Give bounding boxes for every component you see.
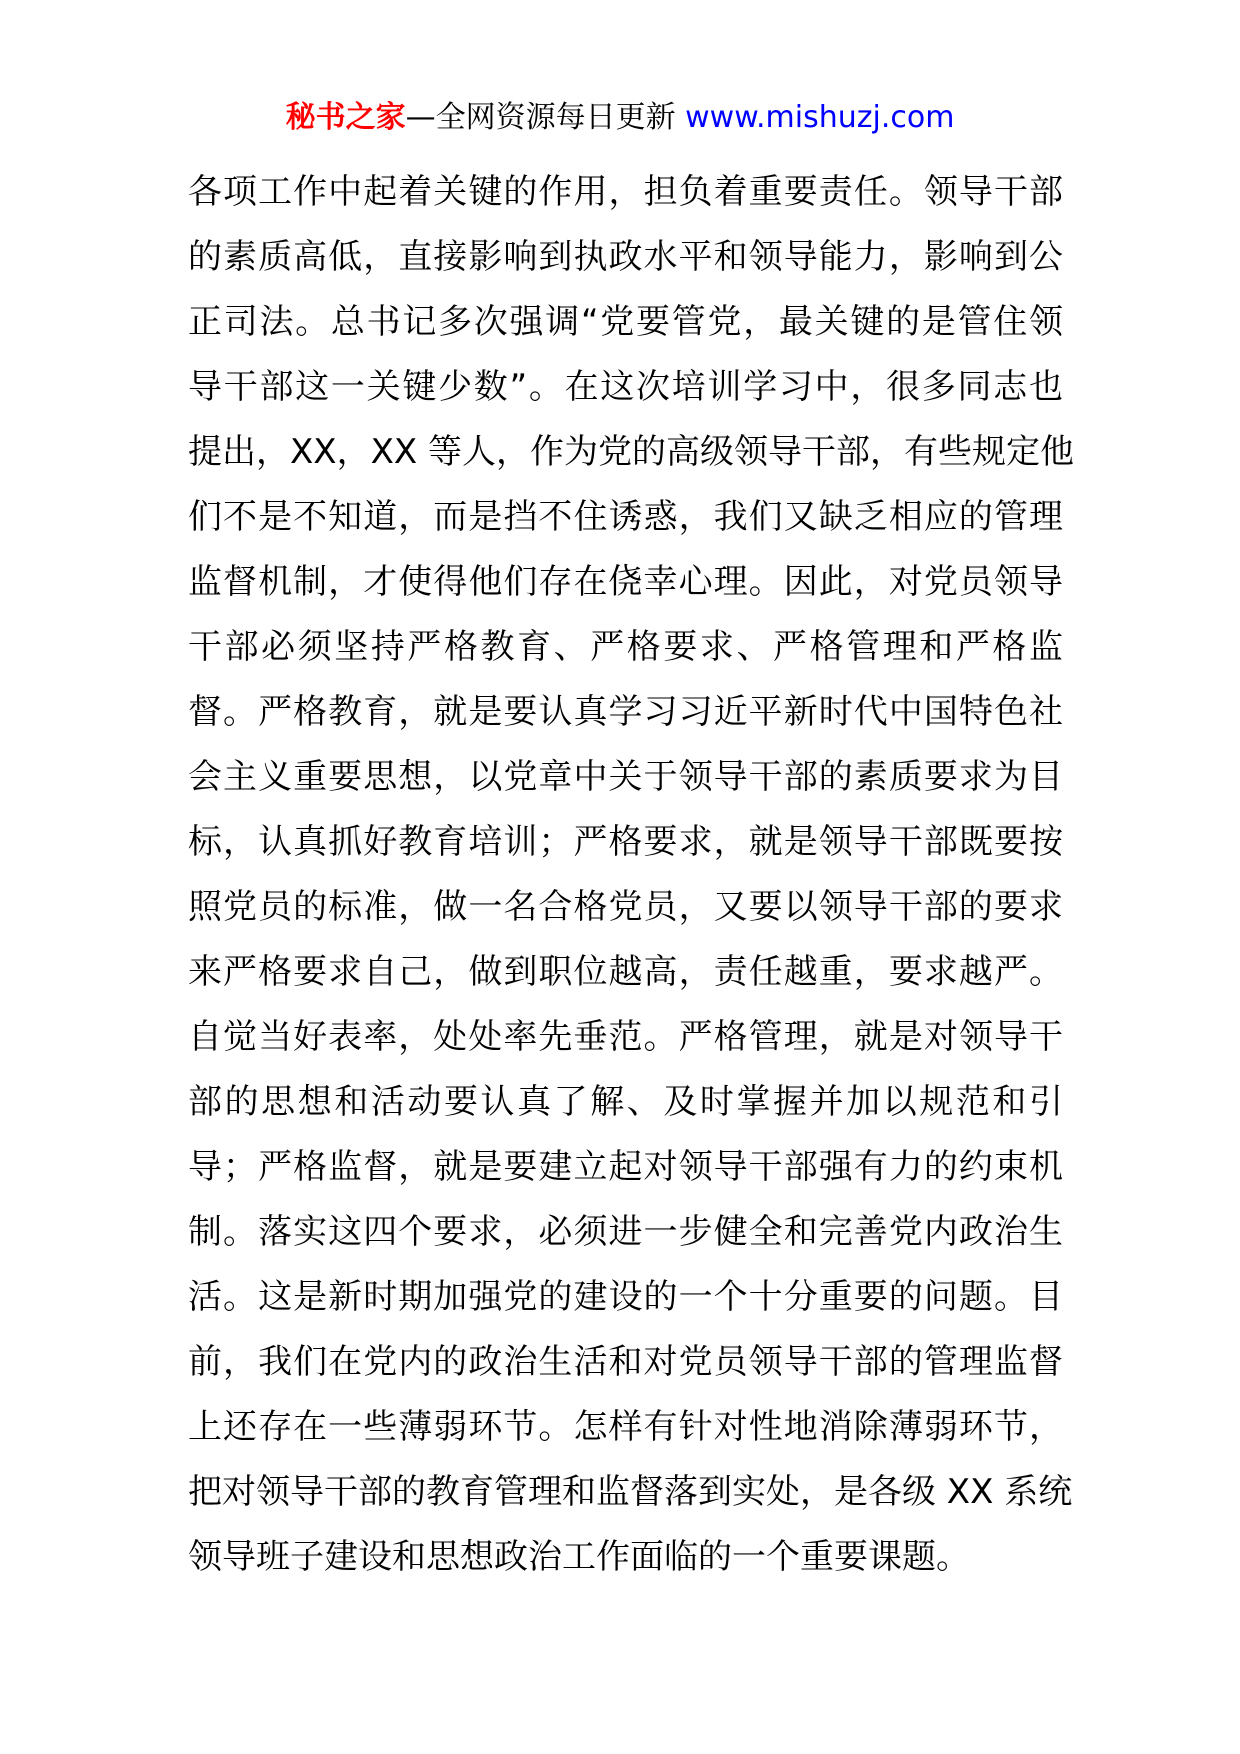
brand-name: 秘书之家 (285, 100, 406, 135)
text-line: 来严格要求自己，做到职位越高，责任越重，要求越严。 (188, 952, 1063, 992)
text-line: 领导班子建设和思想政治工作面临的一个重要课题。 (188, 1537, 970, 1577)
text-line: 的素质高低，直接影响到执政水平和领导能力，影响到公 (188, 237, 1063, 277)
text-line: 监督机制，才使得他们存在侥幸心理。因此，对党员领导 (188, 562, 1063, 602)
text-line: 部的思想和活动要认真了解、及时掌握并加以规范和引 (188, 1082, 1063, 1122)
text-line: 上还存在一些薄弱环节。怎样有针对性地消除薄弱环节， (188, 1407, 1063, 1447)
text-line: 提出，XX，XX 等人，作为党的高级领导干部，有些规定他 (188, 432, 1074, 472)
text-line: 自觉当好表率，处处率先垂范。严格管理，就是对领导干 (188, 1017, 1063, 1057)
text-line: 会主义重要思想，以党章中关于领导干部的素质要求为目 (188, 757, 1063, 797)
text-line: 干部必须坚持严格教育、严格要求、严格管理和严格监 (188, 627, 1063, 667)
text-line: 活。这是新时期加强党的建设的一个十分重要的问题。目 (188, 1277, 1063, 1317)
header-tagline: —全网资源每日更新 (405, 100, 686, 135)
page-header (0, 98, 1240, 138)
text-line: 们不是不知道，而是挡不住诱惑，我们又缺乏相应的管理 (188, 497, 1063, 537)
text-line: 照党员的标准，做一名合格党员，又要以领导干部的要求 (188, 887, 1063, 927)
text-line: 导；严格监督，就是要建立起对领导干部强有力的约束机 (188, 1147, 1063, 1187)
text-line: 各项工作中起着关键的作用，担负着重要责任。领导干部 (188, 172, 1063, 212)
text-line: 导干部这一关键少数”。在这次培训学习中，很多同志也 (188, 367, 1063, 407)
website-link[interactable]: www.mishuzj.com (685, 100, 955, 135)
text-line: 正司法。总书记多次强调“党要管党，最关键的是管住领 (188, 302, 1063, 342)
text-line: 把对领导干部的教育管理和监督落到实处，是各级 XX 系统 (188, 1472, 1073, 1512)
text-line: 标，认真抓好教育培训；严格要求，就是领导干部既要按 (188, 822, 1063, 862)
text-line: 前，我们在党内的政治生活和对党员领导干部的管理监督 (188, 1342, 1063, 1382)
document-body (188, 160, 1074, 1590)
text-line: 制。落实这四个要求，必须进一步健全和完善党内政治生 (188, 1212, 1063, 1252)
text-line: 督。严格教育，就是要认真学习习近平新时代中国特色社 (188, 692, 1063, 732)
